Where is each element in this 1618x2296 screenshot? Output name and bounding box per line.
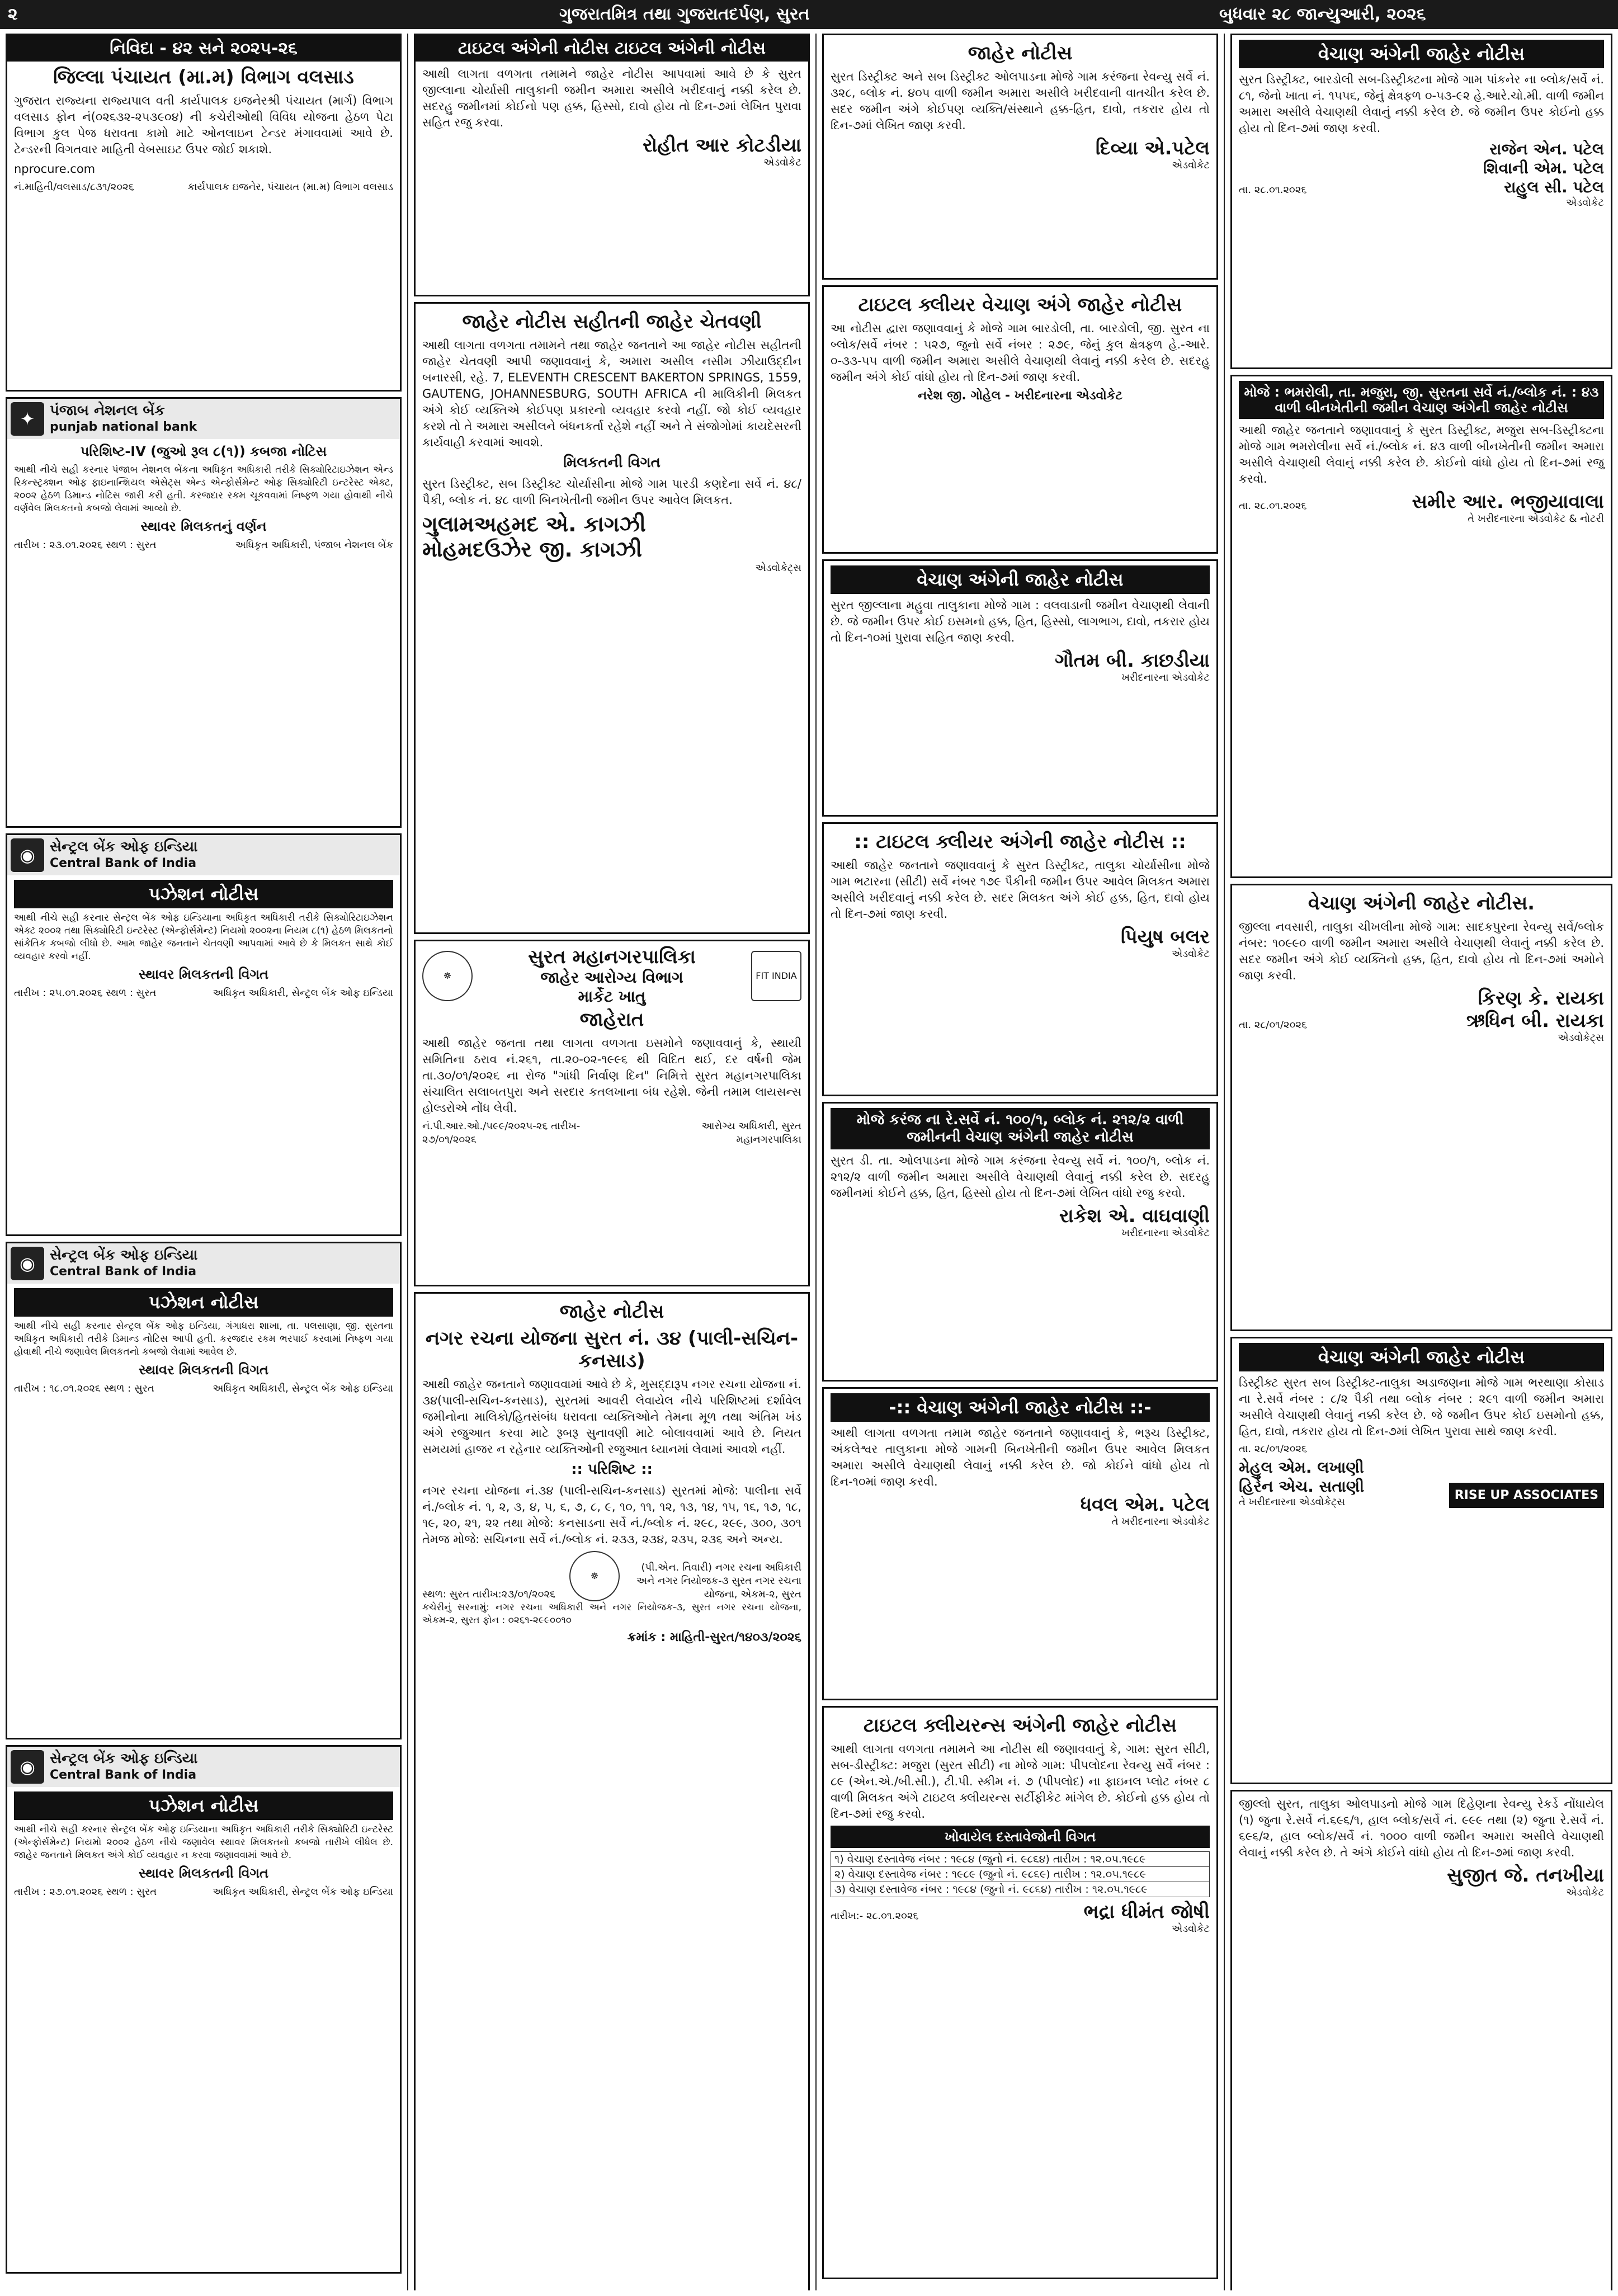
smc-signatory: આરોગ્ય અધિકારી, સુરત મહાનગરપાલિકા bbox=[701, 1120, 801, 1145]
sale1-title: વેચાણ અંગેની જાહેર નોટીસ bbox=[831, 565, 1210, 594]
page-number: ૨ bbox=[8, 4, 18, 24]
title2-role: એડવોકેટ bbox=[1172, 948, 1210, 960]
title3-docs-table bbox=[831, 1851, 1210, 1897]
title2-signatory: પિયુષ બલર bbox=[1120, 926, 1210, 948]
column-4 bbox=[1225, 34, 1618, 2290]
cbi-logo-icon: ◉ bbox=[11, 1247, 44, 1280]
cbi-logo-icon: ◉ bbox=[11, 1750, 44, 1784]
warning-title: જાહેર નોટીસ સહીતની જાહેર ચેતવણી bbox=[462, 310, 762, 333]
cbi-name-en: Central Bank of India bbox=[50, 856, 197, 870]
col4-sale-notice-4 bbox=[1230, 1337, 1612, 1784]
cbi-signatory: અધિકૃત અધિકારી, સેન્ટ્રલ બેંક ઓફ ઇન્ડિયા bbox=[213, 1886, 393, 1898]
karanj-notice bbox=[822, 1102, 1218, 1382]
title3-title: ટાઇટલ ક્લીયરન્સ અંગેની જાહેર નોટીસ bbox=[863, 1714, 1177, 1737]
public1-role: એડવોકેટ bbox=[1172, 159, 1210, 171]
title-notice-signatory: રોહીત આર કોટડીયા bbox=[643, 134, 801, 157]
tender-signatory: કાર્યપાલક ઇજનેર, પંચાયત (મા.મ) વિભાગ વલસાડ bbox=[187, 181, 393, 193]
title-clear-title: ટાઇટલ ક્લીયર વેચાણ અંગે જાહેર નોટીસ bbox=[858, 294, 1182, 316]
cbi-body: આથી નીચે સહી કરનાર સેન્ટ્રલ બેંક ઓફ ઇન્ડિયા, ગંગાધરા શાખા, તા. પલસાણા, જી. સુરતના અધિકૃત અધિકારી તરીકે ડિમાન્ડ નોટિસ આપી હતી. કરજદાર રકમ ભરપાઈ કરવામાં નિષ્ફળ ગયા હોવાથી નીચે જણાવેલ મિલકતનો કબજો લેવામાં આવેલ છે. bbox=[14, 1321, 393, 1357]
tp-title: નગર રચના યોજના સુરત નં. ૩૪ (પાલી-સચિન-કનસાડ) bbox=[425, 1327, 799, 1372]
pnb-notice-title: પરિશિષ્ટ-IV (જુઓ રૂલ ૮(૧)) કબજા નોટિસ bbox=[80, 444, 327, 459]
col4-sale3-role: એડવોકેટ્સ bbox=[1558, 1032, 1604, 1044]
col4-sale-notice-2 bbox=[1230, 375, 1612, 878]
title-notice-2 bbox=[822, 822, 1218, 1096]
column-1 bbox=[0, 34, 408, 2290]
emblem-icon: ☸ bbox=[569, 1551, 620, 1601]
smc-ref: નં.પી.આર.ઓ./૫૯૯/૨૦૨૫-૨૬ તારીખ- ૨૭/૦૧/૨૦૨૬ bbox=[422, 1120, 581, 1145]
title3-docs-title: ખોવાયેલ દસ્તાવેજોની વિગત bbox=[831, 1826, 1210, 1848]
cbi-notice-1 bbox=[6, 833, 402, 1236]
table-row: ૩) વેચાણ દસ્તાવેજ નંબર : ૧૯૮૪ (જુનો નં. ૯૮૬૪) તારીખ : ૧૨.૦૫.૧૯૮૯ bbox=[831, 1882, 1210, 1897]
warning-signatory-1: ગુલામઅહમદ એ. કાગઝી bbox=[422, 512, 646, 536]
tp-annex: નગર રચના યોજના નં.૩૪ (પાલી-સચિન-કનસાડ) સુરતમાં મોજે: પાલીના સર્વે નં./બ્લોક નં. ૧, ૨, ૩, ૪, ૫, ૬, ૭, ૮, ૯, ૧૦, ૧૧, ૧૨, ૧૩, ૧૪, ૧૫, ૧૬, ૧૭, ૧૮, ૧૯, ૨૦, ૨૧, ૨૨ તથા મોજે: કનસાડના સર્વે નં./બ્લોક નં. ૨૯૮, ૨૯૯, ૩૦૦, ૩૦૧ તેમજ મોજે: સચિનના સર્વે નં./બ્લોક નં. ૨૩૩, ૨૩૪, ૨૩૫, ૨૩૬ અને અન્ય. bbox=[422, 1484, 801, 1546]
cbi-body: આથી નીચે સહી કરનાર સેન્ટ્રલ બેંક ઓફ ઇન્ડિયાના અધિકૃત અધિકારી તરીકે સિક્યોરિટી ઇન્ટરેસ્ટ (એન્ફોર્સમેન્ટ) નિયમો ૨૦૦૨ હેઠળ નીચે જણાવેલ સ્થાવર મિલકતનો કબજો તારીખે લીધેલ છે. જાહેર જનતાને મિલકત અંગે કોઈ વ્યવહાર ન કરવા જણાવવામાં આવે છે. bbox=[14, 1824, 393, 1861]
pnb-notice bbox=[6, 397, 402, 828]
col4-sale1-signatory-1: રાજેન એન. પટેલ bbox=[1489, 140, 1604, 158]
col4-sale2-title: મોજે : ભમરોલી, તા. મજુરા, જી. સુરતના સર્વે નં./બ્લોક નં. : ૪૩ વાળી બીનખેતીની જમીન વેચાણ અંગેની જાહેર નોટીસ bbox=[1239, 381, 1604, 419]
col4-sale5-signatory: સુજીત જે. તનખીયા bbox=[1447, 1864, 1604, 1887]
col4-sale3-signatory-1: કિરણ કે. રાયકા bbox=[1478, 987, 1604, 1010]
smc-body: આથી જાહેર જનતા તથા લાગતા વળગતા ઇસમોને જણાવવાનું કે, સ્થાયી સમિતિના ઠરાવ નં.૨૬૧, તા.૨૦-૦૨-૧૯૯૬ થી વિદિત થઈ, દર વર્ષની જેમ તા.૩૦/૦૧/૨૦૨૬ ના રોજ "ગાંધી નિર્વાણ દિન" નિમિત્તે સુરત મહાનગરપાલિકા સંચાલિત સલાબતપુરા અને સરદાર કતલખાના બંધ રહેશે. જેની તમામ લાયસન્સ હોલ્ડરોએ નોંધ લેવી. bbox=[422, 1036, 801, 1115]
title-notice bbox=[414, 34, 810, 296]
sale1-role: ખરીદનારના એડવોકેટ bbox=[1121, 672, 1210, 683]
col4-sale2-role: તે ખરીદનારના એડવોકેટ & નોટરી bbox=[1468, 513, 1604, 525]
cbi-logo-icon: ◉ bbox=[11, 838, 44, 872]
tp-officer: (પી.એન. તિવારી) નગર રચના અધિકારી અને નગર નિયોજક-૩ સુરત નગર રચના યોજના, એકમ-૨, સુરત bbox=[636, 1562, 801, 1600]
issue-date: બુધવાર ૨૮ જાન્યુઆરી, ૨૦૨૬ bbox=[1219, 4, 1426, 24]
title3-role: એડવોકેટ bbox=[1172, 1923, 1210, 1935]
tp-office: કચેરીનું સરનામું: નગર રચના અધિકારી અને નગર નિયોજક-૩, સુરત નગર રચના યોજના, એકમ-૨, સુરત ફોન : ૦૨૬૧-૨૯૯૦૦૧૦ bbox=[422, 1602, 801, 1626]
col4-sale2-body: આથી જાહેર જનતાને જણાવવાનું કે સુરત ડિસ્ટ્રીક્ટ, મજુરા સબ-ડિસ્ટ્રીક્ટના મોજે ગામ ભમરોલીના સર્વે નં./બ્લોક નં. ૪૩ વાળી બીનખેતીની જમીન અમારા અસીલે વેચાણથી લેવાનું નક્કી કરેલ છે. કોઈનો વાંધો હોય તો દિન-૭માં રજુ કરવો. bbox=[1239, 423, 1604, 485]
cbi-date: તારીખ : ૧૮.૦૧.૨૦૨૬ સ્થળ : સુરત bbox=[14, 1383, 154, 1394]
sale-notice-2 bbox=[822, 1387, 1218, 1700]
pnb-property-title: સ્થાવર મિલકતનું વર્ણન bbox=[140, 518, 267, 534]
title-notice-3 bbox=[822, 1706, 1218, 2279]
col4-sale4-body: ડિસ્ટ્રીક્ટ સુરત સબ ડિસ્ટ્રીક્ટ-તાલુકા અડાજણના મોજે ગામ ભરથાણા કોસાડ ના રે.સર્વે નંબર : ૮/૨ પૈકી તથા બ્લોક નંબર : ૨૯૧ વાળી જમીન અમારા અસીલે વેચાણથી લેવાનું નક્કી કરેલ છે. જે જમીન ઉપર કોઈ ઇસમોનો હક્ક, હિત, દાવો, તકરાર હોય તો દિન-૭માં લેખિત પુરાવા સાથે જાણ કરવી. bbox=[1239, 1376, 1604, 1438]
sale2-body: આથી લાગતા વળગતા તમામ જાહેર જનતાને જણાવવાનું કે, ભરૂચ ડિસ્ટ્રીક્ટ, અંકલેશ્વર તાલુકાના મોજે ગામની બિનખેતીની જમીન ઉપર આવેલ મિલકત અમારા અસીલે વેચાણથી લેવાનું નક્કી કરેલ છે. જો કોઈને વાંધો હોય તો દિન-૧૦માં જાણ કરવી. bbox=[831, 1426, 1210, 1488]
sale2-title: -:: વેચાણ અંગેની જાહેર નોટીસ ::- bbox=[831, 1393, 1210, 1422]
karanj-title: મોજે કરંજ ના રે.સર્વે નં. ૧૦૦/૧, બ્લોક નં. ૨૧૨/૨ વાળી જમીનની વેચાણ અંગેની જાહેર નોટીસ bbox=[831, 1108, 1210, 1149]
cbi-property-title: સ્થાવર મિલકતની વિગત bbox=[138, 967, 269, 982]
col4-sale1-title: વેચાણ અંગેની જાહેર નોટીસ bbox=[1239, 40, 1604, 68]
cbi-name: સેન્ટ્રલ બેંક ઓફ ઇન્ડિયા bbox=[50, 838, 198, 855]
title-clear-signatory: નરેશ જી. ગોહેલ - ખરીદનારના એડવોકેટ bbox=[917, 389, 1123, 403]
col4-sale1-body: સુરત ડિસ્ટ્રીક્ટ, બારડોલી સબ-ડિસ્ટ્રીક્ટના મોજે ગામ પાંકનેર ના બ્લોક/સર્વે નં. ૮૧, જેનો ખાતા નં. ૧૫૫૬, જેનું ક્ષેત્રફળ ૦-૫૩-૯૨ હે.આરે.ચો.મી. વાળી જમીન અમારા અસીલે વેચાણથી લેવાનું નક્કી કરેલ છે. જે જમીન ઉપર કોઈનો હક્ક હોય તો દિન-૭માં જાણ કરવી. bbox=[1239, 73, 1604, 135]
title3-date: તારીખ:- ૨૮.૦૧.૨૦૨૬ bbox=[831, 1910, 919, 1922]
title-notice-role: એડવોકેટ bbox=[763, 157, 801, 168]
cbi-name: સેન્ટ્રલ બેંક ઓફ ઇન્ડિયા bbox=[50, 1247, 198, 1263]
pnb-logo bbox=[7, 399, 400, 439]
cbi-logo-1 bbox=[7, 835, 400, 875]
page-header bbox=[0, 0, 1618, 29]
cbi-date: તારીખ : ૨૫.૦૧.૨૦૨૬ સ્થળ : સુરત bbox=[14, 987, 157, 999]
col4-sale3-title: વેચાણ અંગેની જાહેર નોટીસ. bbox=[1308, 892, 1535, 914]
col4-sale1-role: એડવોકેટ bbox=[1566, 197, 1604, 209]
smc-notice bbox=[414, 940, 810, 1286]
col4-sale2-date: તા. ૨૮.૦૧.૨૦૨૬ bbox=[1239, 500, 1307, 512]
public1-body: સુરત ડિસ્ટ્રીક્ટ અને સબ ડિસ્ટ્રીક્ટ ઓલપાડના મોજે ગામ કરંજના રેવન્યુ સર્વે નં. ૩૨૮, બ્લોક નં. ૪૦૫ વાળી જમીન અમારા અસીલે ખરીદવાની વાતચીત કરેલ છે. સદર જમીન અંગે કોઈપણ વ્યક્તિ/સંસ્થાને હક્ક-હિત, દાવો, તકરાર હોય તો દિન-૭માં લેખિત જાણ કરવી. bbox=[831, 70, 1210, 132]
table-row: ૨) વેચાણ દસ્તાવેજ નંબર : ૧૯૮૯ (જુનો નં. ૯૮૬૯) તારીખ : ૧૨.૦૫.૧૯૮૯ bbox=[831, 1867, 1210, 1882]
public1-signatory: દિવ્યા એ.પટેલ bbox=[1095, 137, 1210, 159]
col4-sale5-body: જીલ્લો સુરત, તાલુકા ઓલપાડનો મોજે ગામ દિહેણના રેવન્યુ રેકર્ડે નોંધાયેલ (૧) જુના રે.સર્વે નં.૬૯૬/૧, હાલ બ્લોક/સર્વે નં. ૯૯૯ તથા (૨) જુના રે.સર્વે નં. ૬૯૬/૨, હાલ બ્લોક/સર્વે નં. ૧૦૦૦ વાળી જમીન અમારા અસીલે વેચાણથી લેવાનું નક્કી કરેલ છે. તે અંગે કોઈને વાંધો હોય તો દિન-૭માં જાણ કરવી. bbox=[1239, 1797, 1604, 1859]
karanj-signatory: રાકેશ એ. વાઘવાણી bbox=[1059, 1205, 1210, 1227]
col4-sale3-signatory-2: ઋધિન બી. રાયકા bbox=[1466, 1010, 1604, 1032]
cbi-logo-3 bbox=[7, 1747, 400, 1787]
cbi-notice-3 bbox=[6, 1745, 402, 2274]
column-2 bbox=[408, 34, 817, 2290]
cbi-signatory: અધિકૃત અધિકારી, સેન્ટ્રલ બેંક ઓફ ઇન્ડિયા bbox=[213, 1383, 393, 1394]
sale2-role: તે ખરીદનારના એડવોકેટ bbox=[1111, 1516, 1210, 1527]
col4-sale5-role: એડવોકેટ bbox=[1566, 1887, 1604, 1898]
tp-body: આથી જાહેર જનતાને જણાવવામાં આવે છે કે, મુસદ્દારૂપ નગર રચના યોજના નં. ૩૪(પાલી-સચિન-કનસાડ), સુરતમાં આવરી લેવાયેલ નીચે પરિશિષ્ટમાં દર્શાવેલ જમીનોના માલિકો/હિતસંબંધ ધરાવતા વ્યક્તિઓને તેમના મૂળ તથા અંતિમ ખંડ અંગે રજુઆત કરવા માટે રૂબરૂ સુનાવણી માટે બોલાવવામાં આવે છે. નિયત સમયમાં હાજર ન રહેનાર વ્યક્તિઓની રજુઆત ધ્યાનમાં લેવામાં આવશે નહીં. bbox=[422, 1378, 801, 1456]
column-3 bbox=[817, 34, 1225, 2290]
fit-india-logo: FIT INDIA bbox=[751, 951, 801, 1001]
rise-up-logo: RISE UP ASSOCIATES bbox=[1449, 1483, 1604, 1508]
karanj-body: સુરત ડી. તા. ઓલપાડના મોજે ગામ કરંજના રેવન્યુ સર્વે નં. ૧૦૦/૧, બ્લોક નં. ૨૧૨/૨ વાળી જમીન અમારા અસીલે વેચાણથી લેવાનું નક્કી કરેલ છે. સદરહુ જમીનમાં કોઈને હક્ક, હિત, હિસ્સો હોય તો દિન-૭માં લેખિત વાંધો રજુ કરવો. bbox=[831, 1154, 1210, 1200]
col4-sale3-body: જીલ્લા નવસારી, તાલુકા ચીખલીના મોજે ગામ: સાદકપુરના રેવન્યુ સર્વે/બ્લોક નંબર: ૧૦૯૯૦ વાળી જમીન અમારા અસીલે વેચાણથી લેવાનું નક્કી કરેલ છે. સદર જમીન અંગે કોઈ વ્યક્તિનો હક્ક, હિત, દાવો હોય તો દિન-૭માં અમોને જાણ કરવી. bbox=[1239, 920, 1604, 982]
public-notice-1 bbox=[822, 34, 1218, 280]
col4-sale-notice-3 bbox=[1230, 884, 1612, 1331]
tp-head: જાહેર નોટીસ bbox=[559, 1300, 664, 1323]
col4-sale4-date: તા. ૨૮/૦૧/૨૦૨૬ bbox=[1239, 1443, 1308, 1455]
title-notice-body: આથી લાગતા વળગતા તમામને જાહેર નોટીસ આપવામાં આવે છે કે સુરત જીલ્લાના ચોર્યાસી તાલુકાની જમીન અમારા અસીલે ખરીદવાનું નક્કી કરેલ છે. સદરહુ જમીનમાં કોઈનો પણ હક્ક, હિસ્સો, દાવો હોય તો દિન-૭માં લેખિત પુરાવા સહિત રજુ કરવા. bbox=[422, 67, 801, 129]
cbi-name-en: Central Bank of India bbox=[50, 1768, 197, 1782]
title2-body: આથી જાહેર જનતાને જણાવવાનું કે સુરત ડિસ્ટ્રીક્ટ, તાલુકા ચોર્યાસીના મોજે ગામ ભટારના (સીટી) સર્વે નંબર ૧૭૯ પૈકીની જમીન ઉપર આવેલ મિલકત અમારા અસીલે ખરીદવાનું નક્કી કરેલ છે. સદર મિલકત અંગે કોઈ હક્ક, હિત, દાવો હોય તો દિન-૭માં જાણ કરવી. bbox=[831, 859, 1210, 921]
sale-notice-1 bbox=[822, 559, 1218, 817]
title-clear-notice bbox=[822, 285, 1218, 554]
col4-sale4-title: વેચાણ અંગેની જાહેર નોટીસ bbox=[1239, 1343, 1604, 1371]
title2-title: :: ટાઇટલ ક્લીયર અંગેની જાહેર નોટીસ :: bbox=[854, 831, 1186, 853]
sale2-signatory: ધવલ એમ. પટેલ bbox=[1080, 1493, 1210, 1516]
smc-org: સુરત મહાનગરપાલિકા bbox=[528, 946, 696, 968]
title3-body: આથી લાગતા વળગતા તમામને આ નોટીસ થી જણાવવાનું કે, ગામ: સુરત સીટી, સબ-ડીસ્ટ્રીક્ટ: મજુરા (સુરત સીટી) ના મોજે ગામ: પીપલોદના રેવન્યુ સર્વે નંબર : ૮૯ (એન.એ./બી.સી.), ટી.પી. સ્કીમ નં. ૭ (પીપલોદ) ના ફાઇનલ પ્લોટ નંબર ૮ વાળી મિલકત અંગે ટાઇટલ ક્લીયરન્સ સર્ટીફીકેટ માંગેલ છે. કોઈનો હક્ક હોય તો દિન-૭માં રજુ કરવો. bbox=[831, 1742, 1210, 1821]
karanj-role: ખરીદનારના એડવોકેટ bbox=[1121, 1227, 1210, 1239]
smc-dept: જાહેર આરોગ્ય વિભાગ bbox=[540, 968, 683, 987]
warning-notice bbox=[414, 302, 810, 934]
col4-sale4-signatory-2: હિરેન એચ. સતાણી bbox=[1239, 1477, 1365, 1496]
cbi-notice-title: પઝેશન નોટીસ bbox=[14, 1791, 393, 1820]
sale1-body: સુરત જીલ્લાના મહુવા તાલુકાના મોજે ગામ : વલવાડાની જમીન વેચાણથી લેવાની છે. જે જમીન ઉપર કોઈ ઇસમનો હક્ક, હિત, હિસ્સો, લાગભાગ, દાવો, તકરાર હોય તો દિન-૧૦માં પુરાવા સહિત જાણ કરવી. bbox=[831, 598, 1210, 644]
cbi-property-title: સ્થાવર મિલકતની વિગત bbox=[138, 1362, 269, 1378]
tender-site[interactable]: nprocure.com bbox=[14, 162, 96, 176]
col4-sale3-date: તા. ૨૮/૦૧/૨૦૨૬ bbox=[1239, 1019, 1308, 1031]
cbi-property-title: સ્થાવર મિલકતની વિગત bbox=[138, 1865, 269, 1881]
cbi-name: સેન્ટ્રલ બેંક ઓફ ઇન્ડિયા bbox=[50, 1750, 198, 1767]
cbi-notice-title: પઝેશન નોટીસ bbox=[14, 880, 393, 908]
tender-title: નિવિદા - ૪૨ સને ૨૦૨૫-૨૬ bbox=[7, 35, 400, 62]
cbi-logo-2 bbox=[7, 1243, 400, 1284]
tp-notice bbox=[414, 1292, 810, 2290]
cbi-notice-2 bbox=[6, 1242, 402, 1739]
pnb-date: તારીખ : ૨૩.૦૧.૨૦૨૬ સ્થળ : સુરત bbox=[14, 539, 157, 551]
warning-role: એડવોકેટ્સ bbox=[755, 562, 801, 574]
pnb-logo-icon: ✦ bbox=[11, 402, 44, 436]
tender-dept: જિલ્લા પંચાયત (મા.મ) વિભાગ વલસાડ bbox=[53, 66, 354, 88]
warning-body: આથી લાગતા વળગતા તમામને તથા જાહેર જનતાને આ જાહેર નોટીસ સહીતની જાહેર ચેતવણી આપી જણાવવાનું કે, અમારા અસીલ નસીમ ઝીયાઉદ્દીન બનારસી, રહે. 7, ELEVENTH CRESCENT BAKERTON SPRINGS, 1559, GAUTENG, JOHANNESBURG, SOUTH AFRICA ની માલિકીની મિલકત અંગે કોઈ વ્યક્તિએ કોઈપણ પ્રકારનો વ્યવહાર કરવો નહીં. જો કોઈ વ્યવહાર કરશે તો તે અમારા અસીલને બંધનકર્તા રહેશે નહીં અને તે સંજોગોમાં કાયદેસરની કાર્યવાહી કરવામાં આવશે. bbox=[422, 338, 801, 449]
col4-sale1-signatory-2: શિવાની એમ. પટેલ bbox=[1483, 159, 1604, 177]
pnb-name-en: punjab national bank bbox=[50, 420, 197, 434]
tender-notice bbox=[6, 34, 402, 392]
col4-sale-notice-1 bbox=[1230, 34, 1612, 369]
warning-property-title: મિલકતની વિગત bbox=[563, 454, 661, 471]
pnb-signatory: અધિકૃત અધિકારી, પંજાબ નેશનલ બેંક bbox=[235, 539, 393, 551]
pnb-body: આથી નીચે સહી કરનાર પંજાબ નેશનલ બેંકના અધિકૃત અધિકારી તરીકે સિક્યોરિટાઇઝેશન એન્ડ રિકન્સ્ટ્રક્શન ઓફ ફાઇનાન્શિયલ એસેટ્સ એન્ડ એન્ફોર્સમેન્ટ ઓફ સિક્યોરિટી ઇન્ટરેસ્ટ એક્ટ, ૨૦૦૨ હેઠળ ડિમાન્ડ નોટિસ જારી કરી હતી. કરજદાર રકમ ચૂકવવામાં નિષ્ફળ ગયા હોવાથી નીચે વર્ણવેલ મિલકતનો કબજો લેવામાં આવ્યો છે. bbox=[14, 464, 393, 514]
col4-sale4-signatory-1: મેહુલ એમ. લખાણી bbox=[1239, 1458, 1364, 1477]
pnb-name: પંજાબ નેશનલ બેંક bbox=[50, 402, 165, 419]
col4-sale1-signatory-3: રાહુલ સી. પટેલ bbox=[1504, 178, 1604, 196]
warning-property: સુરત ડિસ્ટ્રીક્ટ, સબ ડિસ્ટ્રીક્ટ ચોર્યાસીના મોજે ગામ પારડી કણદેના સર્વે નં. ૪૮/પૈકી, બ્લોક નં. ૪૮ વાળી બિનખેતીની જમીન ઉપર આવેલ મિલકત. bbox=[422, 477, 801, 507]
tender-ref: નં.માહિતી/વલસાડ/૮૩૧/૨૦૨૬ bbox=[14, 181, 134, 193]
newspaper-name: ગુજરાતમિત્ર તથા ગુજરાતદર્પણ, સુરત bbox=[559, 4, 810, 24]
sale1-signatory: ગૌતમ બી. કાછડીયા bbox=[1055, 649, 1210, 672]
tp-place: સ્થળ: સુરત તારીખ:૨૩/૦૧/૨૦૨૬ bbox=[422, 1588, 556, 1600]
tp-annex-title: :: પરિશિષ્ટ :: bbox=[571, 1461, 653, 1478]
tender-body: ગુજરાત રાજ્યના રાજ્યપાલ વતી કાર્યપાલક ઇજનેરશ્રી પંચાયત (માર્ગ) વિભાગ વલસાડ ફોન નં(૦૨૬૩૨-૨૫૩૯૦૪) ની કચેરીઓથી વિવિધ યોજના હેઠળ પેટા વિભાગ કુલ પેજ ધરાવતા કામો માટે ઓનલાઇન ટેન્ડર મંગાવવામાં આવે છે. ટેન્ડરની વિગતવાર માહિતી વેબસાઇટ ઉપર જોઈ શકાશે. bbox=[14, 94, 393, 156]
title-notice-heading: ટાઇટલ અંગેની નોટીસ ટાઇટલ અંગેની નોટીસ bbox=[416, 35, 808, 62]
col4-sale1-date: તા. ૨૮.૦૧.૨૦૨૬ bbox=[1239, 184, 1307, 196]
title3-signatory: ભદ્રા ધીમંત જોષી bbox=[1083, 1901, 1210, 1923]
warning-signatory-2: મોહમદઉઝેર જી. કાગઝી bbox=[422, 537, 643, 562]
smc-head: જાહેરાત bbox=[579, 1008, 644, 1031]
col4-sale2-signatory: સમીર આર. ભજીયાવાલા bbox=[1412, 491, 1604, 513]
cbi-date: તારીખ : ૨૭.૦૧.૨૦૨૬ સ્થળ : સુરત bbox=[14, 1886, 157, 1898]
col4-sale-notice-5 bbox=[1230, 1790, 1612, 2290]
public1-title: જાહેર નોટીસ bbox=[968, 42, 1073, 64]
table-row: ૧) વેચાણ દસ્તાવેજ નંબર : ૧૯૮૪ (જુનો નં. ૯૮૬૪) તારીખ : ૧૨.૦૫.૧૯૮૯ bbox=[831, 1852, 1210, 1867]
cbi-name-en: Central Bank of India bbox=[50, 1265, 197, 1279]
title-clear-body: આ નોટીસ દ્વારા જણાવવાનું કે મોજે ગામ બારડોલી, તા. બારડોલી, જી. સુરત ના બ્લોક/સર્વે નંબર : ૫૨૭, જુનો સર્વે નંબર : ૨૭૯, જેનું કુલ ક્ષેત્રફળ હે.-આરે. ૦-૩૩-૫૫ વાળી જમીન અમારા અસીલે વેચાણથી લેવાનું નક્કી કરેલ છે. સદરહુ જમીન અંગે કોઈ વાંધો હોય તો દિન-૭માં જાણ કરવી. bbox=[831, 322, 1210, 384]
tp-ref: ક્રમાંક : માહિતી-સુરત/૧૪૦૩/૨૦૨૬ bbox=[627, 1630, 801, 1644]
cbi-body: આથી નીચે સહી કરનાર સેન્ટ્રલ બેંક ઓફ ઇન્ડિયાના અધિકૃત અધિકારી તરીકે સિક્યોરિટાઇઝેશન એક્ટ ૨૦૦૨ તથા સિક્યોરિટી ઇન્ટરેસ્ટ (એન્ફોર્સમેન્ટ) નિયમો ૨૦૦૨ના નિયમ ૮(૧) હેઠળ મિલકતનો સાંકેતિક કબજો લીધો છે. આમ જાહેર જનતાને ચેતવણી આપવામાં આવે છે કે મિલકત સાથે કોઈ વ્યવહાર કરવો નહીં. bbox=[14, 912, 393, 962]
cbi-notice-title: પઝેશન નોટીસ bbox=[14, 1288, 393, 1317]
col4-sale4-role: તે ખરીદનારના એડવોકેટ્સ bbox=[1239, 1496, 1345, 1508]
smc-sub: માર્કેટ ખાતુ bbox=[578, 987, 646, 1006]
smc-logo-icon: ☸ bbox=[422, 951, 473, 1001]
cbi-signatory: અધિકૃત અધિકારી, સેન્ટ્રલ બેંક ઓફ ઇન્ડિયા bbox=[213, 987, 393, 999]
